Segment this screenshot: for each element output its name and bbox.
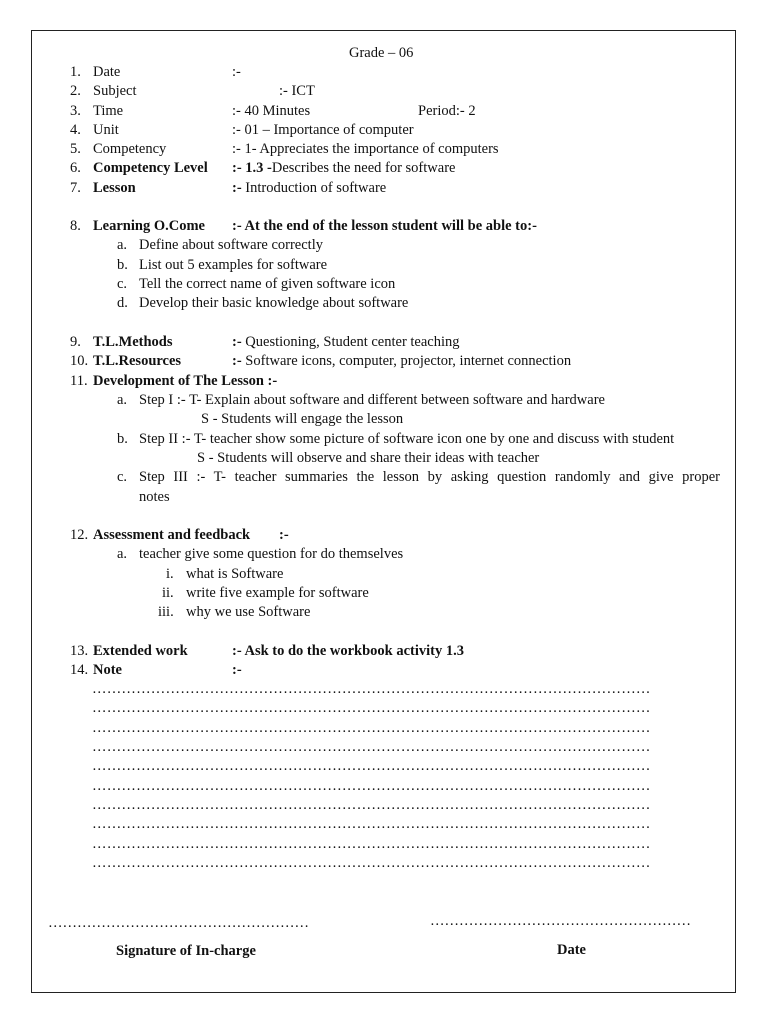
step-three: Step III :- T- teacher summaries the lesson by asking question randomly and give proper	[139, 469, 720, 485]
outcome-item: List out 5 examples for software	[139, 257, 328, 273]
item-number: 11.	[70, 373, 88, 389]
date-label: Date	[93, 64, 121, 80]
note-line: ……………………………………………………………………………………………………	[92, 836, 651, 852]
tl-resources-text: Software icons, computer, projector, internet connection	[241, 353, 572, 369]
roman-marker: i.	[166, 566, 174, 582]
item-number: 8.	[70, 218, 81, 234]
note-line: ……………………………………………………………………………………………………	[92, 739, 651, 755]
subject-label: Subject	[93, 83, 137, 99]
list-marker: a.	[117, 237, 128, 253]
assessment-label: Assessment and feedback	[93, 527, 251, 543]
date-signature-label: Date	[557, 942, 586, 958]
competency-level-value	[232, 159, 455, 177]
outcome-item: Develop their basic knowledge about software	[139, 295, 409, 311]
list-marker: b.	[117, 257, 128, 273]
step-two: Step II :- T- teacher show some picture of software icon one by one and discuss with student	[139, 431, 675, 447]
step-one: Step I :- T- Explain about software and different between software and hardware	[139, 392, 605, 408]
list-marker: c.	[117, 276, 128, 292]
item-number: 3.	[70, 103, 81, 119]
competency-level-code: :- 1.3 -	[232, 160, 272, 176]
note-value: :-	[232, 662, 242, 678]
date-line: ………………………………………………	[430, 913, 691, 929]
competency-level-text: Describes the need for software	[271, 160, 456, 176]
date-value: :-	[232, 64, 241, 80]
step-two-student: S - Students will observe and share their ideas with teacher	[197, 450, 540, 466]
step-three-cont: notes	[139, 489, 170, 505]
roman-marker: iii.	[158, 604, 174, 620]
tl-resources-value	[232, 352, 571, 370]
learning-outcome-value: :- At the end of the lesson student will be able to:-	[232, 218, 537, 234]
tl-resources-label: T.L.Resources	[93, 353, 182, 369]
lesson-value	[232, 179, 386, 197]
note-line: ……………………………………………………………………………………………………	[92, 778, 651, 794]
lesson-label: Lesson	[93, 180, 136, 196]
period-value: Period:- 2	[418, 103, 476, 119]
learning-outcome-label: Learning O.Come	[93, 218, 205, 234]
lesson-sep: :-	[232, 180, 242, 196]
list-marker: a.	[117, 546, 128, 562]
item-number: 13.	[70, 643, 89, 659]
list-marker: b.	[117, 431, 128, 447]
item-number: 6.	[70, 160, 81, 176]
item-number: 1.	[70, 64, 81, 80]
tl-methods-label: T.L.Methods	[93, 334, 173, 350]
competency-level-label: Competency Level	[93, 160, 208, 176]
list-marker: c.	[117, 469, 128, 485]
signature-label: Signature of In-charge	[116, 943, 256, 959]
note-line: ……………………………………………………………………………………………………	[92, 855, 651, 871]
item-number: 7.	[70, 180, 81, 196]
question-item: what is Software	[186, 566, 284, 582]
list-marker: d.	[117, 295, 128, 311]
competency-value: :- 1- Appreciates the importance of computers	[232, 141, 499, 157]
development-label: Development of The Lesson :-	[93, 373, 278, 389]
unit-label: Unit	[93, 122, 119, 138]
grade-title: Grade – 06	[349, 45, 414, 61]
tl-resources-sep: :-	[232, 353, 242, 369]
note-line: ……………………………………………………………………………………………………	[92, 700, 651, 716]
tl-methods-sep: :-	[232, 334, 242, 350]
item-number: 12.	[70, 527, 89, 543]
lesson-text: Introduction of software	[241, 180, 387, 196]
item-number: 5.	[70, 141, 81, 157]
assessment-value: :-	[279, 527, 289, 543]
tl-methods-value	[232, 333, 460, 351]
time-label: Time	[93, 103, 124, 119]
unit-value: :- 01 – Importance of computer	[232, 122, 414, 138]
item-number: 9.	[70, 334, 81, 350]
subject-value: :- ICT	[279, 83, 315, 99]
time-value: :- 40 Minutes	[232, 103, 311, 119]
item-number: 14.	[70, 662, 89, 678]
competency-label: Competency	[93, 141, 167, 157]
extended-work-label: Extended work	[93, 643, 188, 659]
note-line: ……………………………………………………………………………………………………	[92, 797, 651, 813]
tl-methods-text: Questioning, Student center teaching	[241, 334, 460, 350]
note-line: ……………………………………………………………………………………………………	[92, 816, 651, 832]
assessment-item: teacher give some question for do themselves	[139, 546, 404, 562]
outcome-item: Define about software correctly	[139, 237, 323, 253]
note-line: ……………………………………………………………………………………………………	[92, 758, 651, 774]
signature-line: ………………………………………………	[48, 915, 309, 931]
item-number: 4.	[70, 122, 81, 138]
question-item: write five example for software	[186, 585, 369, 601]
note-label: Note	[93, 662, 122, 678]
item-number: 2.	[70, 83, 81, 99]
list-marker: a.	[117, 392, 128, 408]
item-number: 10.	[70, 353, 89, 369]
note-line: ……………………………………………………………………………………………………	[92, 720, 651, 736]
step-one-student: S - Students will engage the lesson	[201, 411, 404, 427]
note-line: ……………………………………………………………………………………………………	[92, 681, 651, 697]
outcome-item: Tell the correct name of given software icon	[139, 276, 396, 292]
roman-marker: ii.	[162, 585, 174, 601]
extended-work-value: :- Ask to do the workbook activity 1.3	[232, 643, 465, 659]
question-item: why we use Software	[186, 604, 311, 620]
